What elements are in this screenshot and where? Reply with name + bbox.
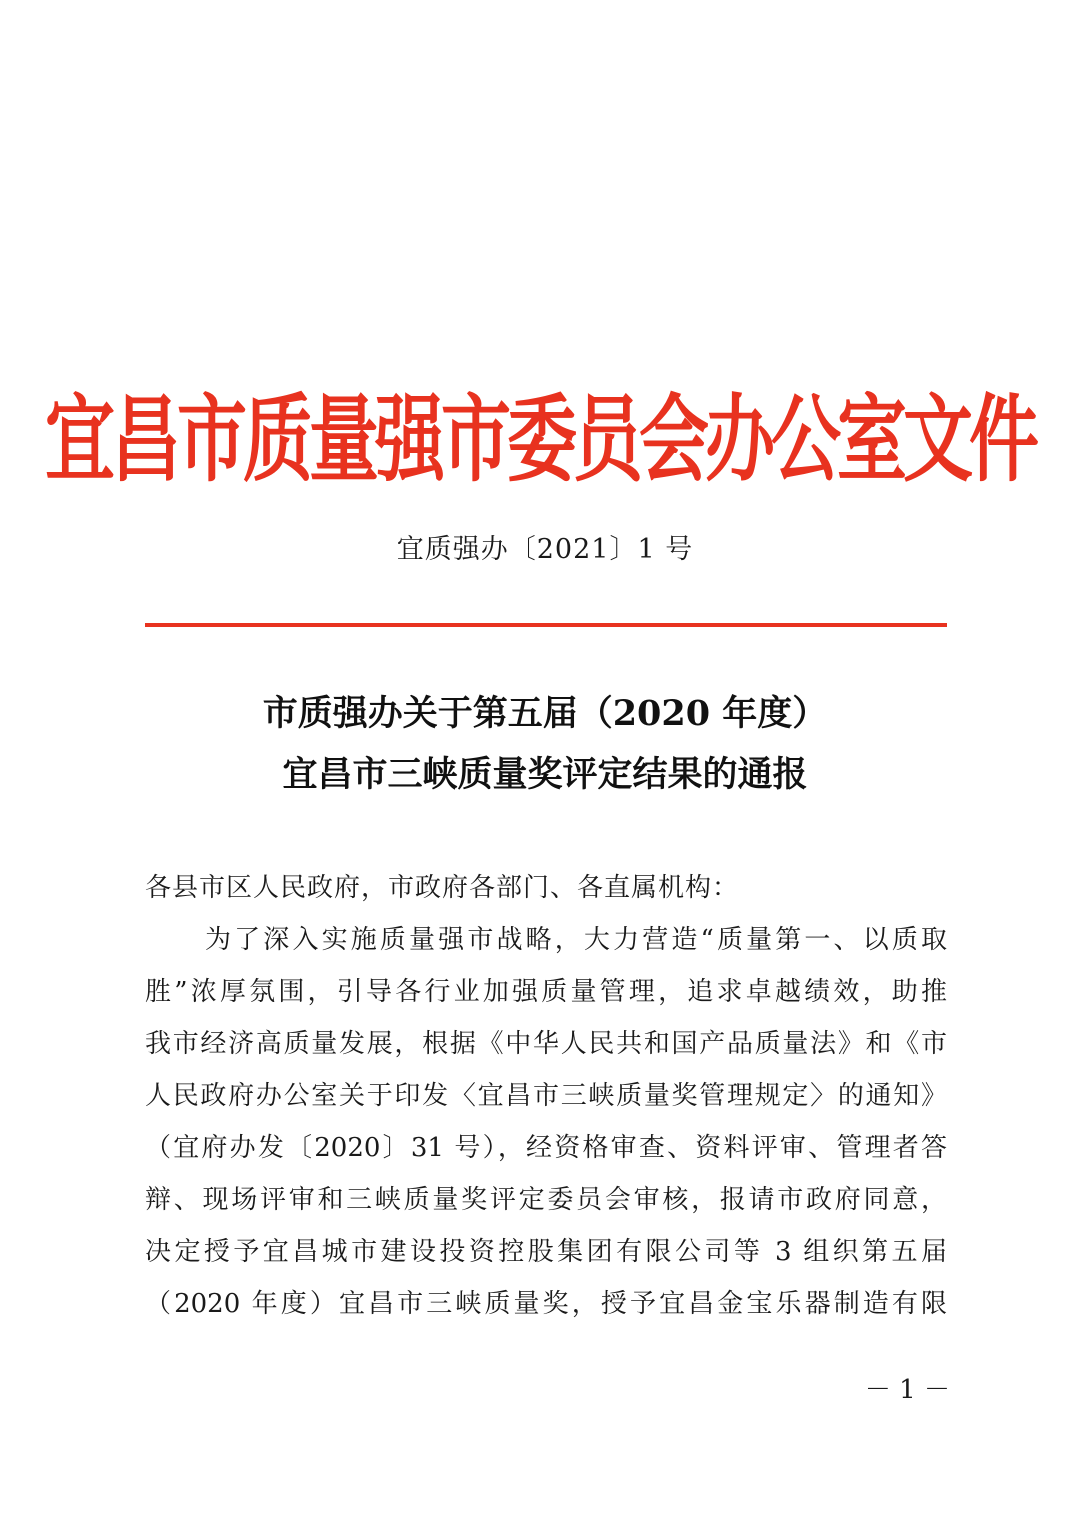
paragraph-line: （宜府办发〔2020〕31 号），经资格审查、资料评审、管理者答 [145, 1133, 947, 1163]
document-number: 宜质强办〔2021〕1 号 [396, 534, 694, 565]
document-title-line-2: 宜昌市三峡质量奖评定结果的通报 [282, 754, 808, 795]
document-title-line-1: 市质强办关于第五届（2020 年度） [262, 693, 828, 734]
paragraph-line: 辩、现场评审和三峡质量奖评定委员会审核，报请市政府同意， [145, 1185, 947, 1215]
page-number: － 1 － [864, 1375, 950, 1405]
issuer-header-title: 宜昌市质量强市委员会办公室文件 [45, 384, 1035, 496]
paragraph-line: 胜”浓厚氛围，引导各行业加强质量管理，追求卓越绩效，助推 [145, 977, 947, 1007]
paragraph-line: 决定授予宜昌城市建设投资控股集团有限公司等 3 组织第五届 [145, 1237, 947, 1267]
paragraph-line: （2020 年度）宜昌市三峡质量奖，授予宜昌金宝乐器制造有限 [145, 1289, 947, 1319]
paragraph-line: 人民政府办公室关于印发〈宜昌市三峡质量奖管理规定〉的通知》 [145, 1081, 947, 1111]
red-divider-line [145, 623, 947, 627]
salutation: 各县市区人民政府，市政府各部门、各直属机构： [145, 873, 740, 903]
paragraph-line: 为了深入实施质量强市战略，大力营造“质量第一、以质取 [205, 925, 947, 955]
paragraph-line: 我市经济高质量发展，根据《中华人民共和国产品质量法》和《市 [145, 1029, 947, 1059]
